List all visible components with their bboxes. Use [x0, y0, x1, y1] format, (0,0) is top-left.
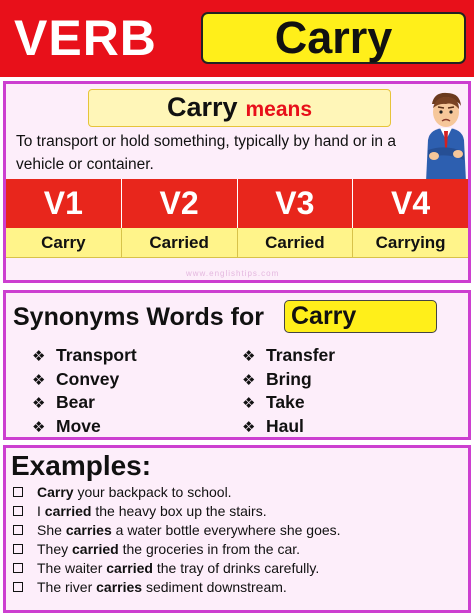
synonym-text: Bring	[266, 368, 312, 389]
form-header-v3: V3	[238, 179, 354, 228]
form-value-v2: Carried	[122, 228, 238, 258]
synonyms-title: Synonyms Words for	[13, 303, 264, 331]
watermark: www.englishtips.com	[186, 269, 280, 278]
diamond-bullet-icon: ❖	[242, 348, 256, 365]
synonyms-column-2	[242, 344, 335, 438]
form-value-v3: Carried	[238, 228, 354, 258]
checkbox-icon	[13, 525, 23, 535]
example-verb: carries	[96, 579, 143, 595]
synonym-text: Bear	[56, 392, 95, 412]
form-value-v1: Carry	[6, 228, 122, 258]
example-pre: They	[37, 541, 73, 557]
synonym-item	[32, 344, 137, 368]
examples-title: Examples:	[11, 450, 152, 481]
synonym-text: Move	[56, 415, 101, 436]
example-post: your backpack to school.	[73, 484, 232, 500]
form-header-v2: V2	[122, 179, 238, 228]
synonym-item	[32, 368, 137, 392]
word-title-box	[201, 12, 466, 64]
checkbox-icon	[13, 506, 23, 516]
example-post: the heavy box up the stairs.	[91, 503, 267, 519]
definition-text: To transport or hold something, typically by hand or in a vehicle or container.	[16, 133, 396, 173]
form-header-v4: V4	[353, 179, 468, 228]
diamond-bullet-icon: ❖	[32, 395, 46, 412]
synonym-item	[32, 415, 137, 439]
verb-forms-value-row	[6, 228, 468, 258]
means-label: means	[245, 98, 313, 121]
checkbox-icon	[13, 563, 23, 573]
example-item	[13, 559, 341, 578]
example-pre: The river	[37, 579, 97, 595]
verb-forms-header-row	[6, 179, 468, 228]
diamond-bullet-icon: ❖	[242, 395, 256, 412]
diamond-bullet-icon: ❖	[32, 371, 46, 389]
synonym-item	[242, 368, 335, 392]
examples-panel	[3, 445, 471, 613]
verb-forms-table	[6, 179, 468, 258]
example-pre: I	[37, 503, 45, 519]
synonym-item	[32, 391, 137, 415]
example-item	[13, 483, 341, 502]
word-title: Carry	[274, 12, 393, 63]
example-item	[13, 540, 341, 559]
diamond-bullet-icon: ❖	[242, 418, 256, 436]
checkbox-icon	[13, 582, 23, 592]
synonym-text: Convey	[56, 368, 120, 389]
means-word: Carry	[166, 92, 238, 122]
example-pre: The waiter	[37, 560, 107, 576]
example-verb: carried	[72, 541, 119, 557]
checkbox-icon	[13, 487, 23, 497]
header-banner	[0, 0, 474, 77]
examples-list	[13, 483, 341, 597]
synonyms-word: Carry	[284, 300, 437, 333]
synonyms-column-1	[32, 344, 137, 438]
checkbox-icon	[13, 544, 23, 554]
means-heading	[88, 89, 391, 127]
synonyms-panel	[3, 290, 471, 440]
diamond-bullet-icon: ❖	[242, 371, 256, 389]
synonym-text: Transport	[56, 345, 137, 365]
example-item	[13, 502, 341, 521]
form-value-v4: Carrying	[353, 228, 468, 258]
thinking-person-illustration	[420, 90, 470, 186]
example-verb: Carry	[37, 484, 74, 500]
synonym-text: Take	[266, 392, 305, 412]
example-item	[13, 578, 341, 597]
synonym-item	[242, 415, 335, 439]
synonym-item	[242, 344, 335, 368]
example-post: sediment downstream.	[142, 579, 287, 595]
example-post: a water bottle everywhere she goes.	[111, 522, 341, 538]
synonym-text: Haul	[266, 415, 304, 436]
example-post: the tray of drinks carefully.	[152, 560, 320, 576]
diamond-bullet-icon: ❖	[32, 348, 46, 365]
example-verb: carried	[44, 503, 92, 519]
verb-label: VERB	[14, 10, 157, 66]
diamond-bullet-icon: ❖	[32, 418, 46, 436]
example-pre: She	[37, 522, 66, 538]
example-verb: carried	[106, 560, 153, 576]
example-verb: carries	[65, 522, 112, 538]
example-post: the groceries in from the car.	[118, 541, 301, 557]
form-header-v1: V1	[6, 179, 122, 228]
example-item	[13, 521, 341, 540]
synonym-text: Transfer	[266, 345, 336, 365]
meaning-panel	[3, 81, 471, 283]
synonym-item	[242, 391, 335, 415]
